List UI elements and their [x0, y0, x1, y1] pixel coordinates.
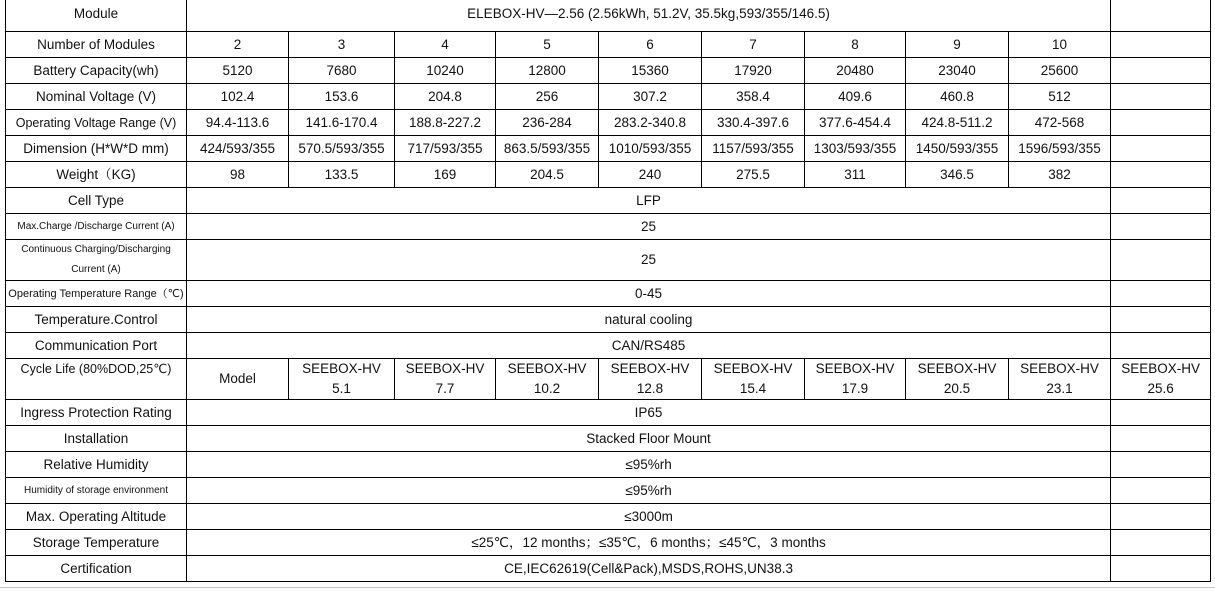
model-name: SEEBOX-HV: [405, 361, 485, 376]
model-name: SEEBOX-HV: [302, 361, 381, 376]
ip-rating-label: Ingress Protection Rating: [6, 400, 187, 426]
dimension-cell: 1596/593/355: [1009, 136, 1111, 162]
certification-label: Certification: [6, 556, 187, 582]
temp-control-value: natural cooling: [187, 307, 1111, 333]
row-ip-rating: [6, 400, 1211, 426]
blank-cell: [1111, 84, 1211, 110]
model-cell: [1111, 359, 1211, 400]
model-cell: [805, 359, 906, 400]
weight-cell: 133.5: [289, 162, 395, 188]
storage-humidity-value: ≤95%rh: [187, 478, 1111, 504]
num-modules-cell: 6: [599, 32, 702, 58]
model-number: 10.2: [533, 381, 561, 396]
model-cell: [1009, 359, 1111, 400]
blank-cell: [1111, 478, 1211, 504]
spec-table: [5, 0, 1211, 582]
weight-cell: 382: [1009, 162, 1111, 188]
weight-cell: 98: [187, 162, 289, 188]
weight-cell: 204.5: [496, 162, 599, 188]
op-voltage-cell: 188.8-227.2: [395, 110, 496, 136]
num-modules-label: Number of Modules: [6, 32, 187, 58]
altitude-label: Max. Operating Altitude: [6, 504, 187, 530]
voltage-cell: 358.4: [702, 84, 805, 110]
op-voltage-cell: 141.6-170.4: [289, 110, 395, 136]
blank-cell: [1111, 530, 1211, 556]
voltage-cell: 460.8: [906, 84, 1009, 110]
cell-type-value: LFP: [187, 188, 1111, 214]
cell-type-label: Cell Type: [6, 188, 187, 214]
blank-cell: [1111, 281, 1211, 307]
max-current-value: 25: [187, 214, 1111, 240]
weight-cell: 169: [395, 162, 496, 188]
model-cell: [702, 359, 805, 400]
op-voltage-cell: 236-284: [496, 110, 599, 136]
row-relative-humidity: [6, 452, 1211, 478]
temp-control-label: Temperature.Control: [6, 307, 187, 333]
row-storage-humidity: [6, 478, 1211, 504]
weight-cell: 240: [599, 162, 702, 188]
blank-cell: [1111, 32, 1211, 58]
op-voltage-cell: 377.6-454.4: [805, 110, 906, 136]
blank-cell: [1111, 188, 1211, 214]
model-number: 23.1: [1046, 381, 1073, 396]
num-modules-cell: 5: [496, 32, 599, 58]
capacity-cell: 25600: [1009, 58, 1111, 84]
op-voltage-label: Operating Voltage Range (V): [6, 110, 187, 136]
comm-port-value: CAN/RS485: [187, 333, 1111, 359]
model-label: Model: [187, 359, 289, 400]
humidity-label: Relative Humidity: [6, 452, 187, 478]
weight-cell: 311: [805, 162, 906, 188]
model-cell: [906, 359, 1009, 400]
blank-cell: [1111, 400, 1211, 426]
blank-cell: [1111, 214, 1211, 240]
model-number: 25.6: [1147, 381, 1174, 396]
model-name: SEEBOX-HV: [1020, 361, 1099, 376]
certification-value: CE,IEC62619(Cell&Pack),MSDS,ROHS,UN38.3: [187, 556, 1111, 582]
dimension-cell: 1157/593/355: [702, 136, 805, 162]
blank-cell: [1111, 136, 1211, 162]
model-cell: [289, 359, 395, 400]
model-number: 12.8: [636, 381, 664, 396]
voltage-cell: 512: [1009, 84, 1111, 110]
model-number: 17.9: [841, 381, 869, 396]
blank-cell: [1111, 452, 1211, 478]
row-operating-voltage: [6, 110, 1211, 136]
model-name: SEEBOX-HV: [713, 361, 793, 376]
row-certification: [6, 556, 1211, 582]
row-dimension: [6, 136, 1211, 162]
row-max-current: [6, 214, 1211, 240]
voltage-cell: 307.2: [599, 84, 702, 110]
model-name: SEEBOX-HV: [815, 361, 895, 376]
op-voltage-cell: 424.8-511.2: [906, 110, 1009, 136]
ip-rating-value: IP65: [187, 400, 1111, 426]
weight-cell: 346.5: [906, 162, 1009, 188]
num-modules-cell: 7: [702, 32, 805, 58]
cont-current-label: Continuous Charging/Discharging Current (A): [6, 240, 187, 281]
num-modules-cell: 2: [187, 32, 289, 58]
dimension-cell: 863.5/593/355: [496, 136, 599, 162]
row-communication-port: [6, 333, 1211, 359]
dimension-cell: 717/593/355: [395, 136, 496, 162]
num-modules-cell: 3: [289, 32, 395, 58]
dimension-label: Dimension (H*W*D mm): [6, 136, 187, 162]
blank-cell: [1111, 162, 1211, 188]
altitude-value: ≤3000m: [187, 504, 1111, 530]
row-module: [6, 0, 1211, 32]
row-temperature-control: [6, 307, 1211, 333]
blank-cell: [1111, 333, 1211, 359]
op-voltage-cell: 472-568: [1009, 110, 1111, 136]
row-weight: [6, 162, 1211, 188]
storage-temp-label: Storage Temperature: [6, 530, 187, 556]
installation-value: Stacked Floor Mount: [187, 426, 1111, 452]
blank-cell: [1111, 504, 1211, 530]
voltage-cell: 256: [496, 84, 599, 110]
blank-cell: [1111, 426, 1211, 452]
capacity-cell: 7680: [289, 58, 395, 84]
voltage-cell: 204.8: [395, 84, 496, 110]
voltage-cell: 409.6: [805, 84, 906, 110]
capacity-cell: 23040: [906, 58, 1009, 84]
num-modules-cell: 8: [805, 32, 906, 58]
model-cell: [599, 359, 702, 400]
voltage-label: Nominal Voltage (V): [6, 84, 187, 110]
row-storage-temperature: [6, 530, 1211, 556]
model-number: 20.5: [943, 381, 971, 396]
voltage-cell: 153.6: [289, 84, 395, 110]
model-name: SEEBOX-HV: [610, 361, 690, 376]
storage-temp-value: ≤25℃，12 months；≤35℃，6 months；≤45℃，3 months: [187, 530, 1111, 556]
row-altitude: [6, 504, 1211, 530]
model-cell: [395, 359, 496, 400]
cycle-life-label: Cycle Life (80%DOD,25℃): [6, 359, 187, 400]
capacity-label: Battery Capacity(wh): [6, 58, 187, 84]
capacity-cell: 12800: [496, 58, 599, 84]
blank-cell: [1111, 307, 1211, 333]
blank-cell: [1111, 556, 1211, 582]
comm-port-label: Communication Port: [6, 333, 187, 359]
model-name: SEEBOX-HV: [1121, 361, 1200, 376]
model-number: 15.4: [739, 381, 767, 396]
blank-cell: [1111, 58, 1211, 84]
installation-label: Installation: [6, 426, 187, 452]
model-cell: [496, 359, 599, 400]
capacity-cell: 10240: [395, 58, 496, 84]
row-cycle-life: [6, 359, 1211, 400]
row-nominal-voltage: [6, 84, 1211, 110]
humidity-value: ≤95%rh: [187, 452, 1111, 478]
capacity-cell: 5120: [187, 58, 289, 84]
weight-label: Weight（KG): [6, 162, 187, 188]
module-value: ELEBOX-HV—2.56 (2.56kWh, 51.2V, 35.5kg,593/355/146.5): [187, 0, 1111, 32]
op-temp-value: 0-45: [187, 281, 1111, 307]
dimension-cell: 1010/593/355: [599, 136, 702, 162]
cont-current-value: 25: [187, 240, 1111, 281]
row-continuous-current: [6, 240, 1211, 281]
row-operating-temperature: [6, 281, 1211, 307]
max-current-label: Max.Charge /Discharge Current (A): [6, 214, 187, 240]
weight-cell: 275.5: [702, 162, 805, 188]
op-voltage-cell: 283.2-340.8: [599, 110, 702, 136]
dimension-cell: 1303/593/355: [805, 136, 906, 162]
num-modules-cell: 10: [1009, 32, 1111, 58]
model-number: 7.7: [435, 381, 455, 396]
row-cell-type: [6, 188, 1211, 214]
capacity-cell: 17920: [702, 58, 805, 84]
row-number-of-modules: [6, 32, 1211, 58]
model-name: SEEBOX-HV: [917, 361, 997, 376]
num-modules-cell: 4: [395, 32, 496, 58]
op-voltage-cell: 94.4-113.6: [187, 110, 289, 136]
model-name: SEEBOX-HV: [507, 361, 587, 376]
dimension-cell: 424/593/355: [187, 136, 289, 162]
dimension-cell: 1450/593/355: [906, 136, 1009, 162]
row-installation: [6, 426, 1211, 452]
voltage-cell: 102.4: [187, 84, 289, 110]
op-voltage-cell: 330.4-397.6: [702, 110, 805, 136]
op-temp-label: Operating Temperature Range（℃): [6, 281, 187, 307]
row-battery-capacity: [6, 58, 1211, 84]
blank-cell: [1111, 110, 1211, 136]
module-label: Module: [6, 0, 187, 32]
page-bottom-divider: [0, 587, 1215, 588]
blank-cell: [1111, 240, 1211, 281]
blank-cell: [1111, 0, 1211, 32]
capacity-cell: 15360: [599, 58, 702, 84]
storage-humidity-label: Humidity of storage environment: [6, 478, 187, 504]
model-number: 5.1: [332, 381, 351, 396]
capacity-cell: 20480: [805, 58, 906, 84]
num-modules-cell: 9: [906, 32, 1009, 58]
dimension-cell: 570.5/593/355: [289, 136, 395, 162]
